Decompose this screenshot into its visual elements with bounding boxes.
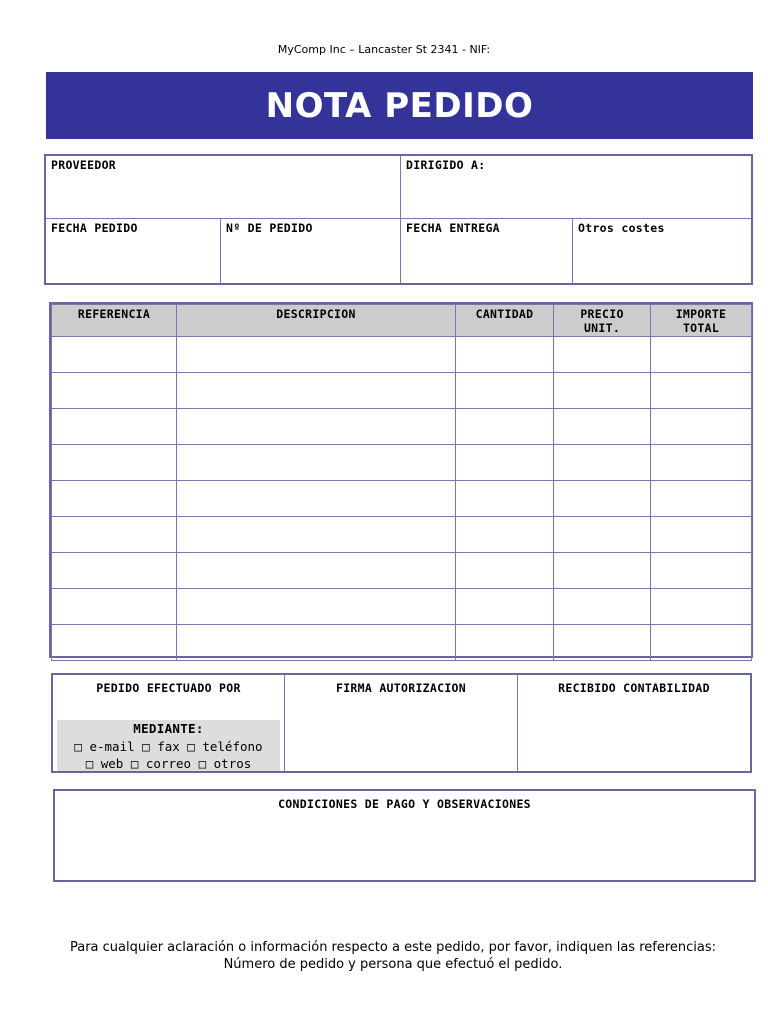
signatures-box	[51, 673, 752, 773]
table-cell[interactable]	[177, 337, 456, 373]
items-table-box	[49, 302, 753, 658]
table-cell[interactable]	[177, 517, 456, 553]
table-cell[interactable]	[456, 625, 554, 661]
pedido-por-field[interactable]	[53, 675, 284, 771]
table-cell[interactable]	[554, 337, 651, 373]
num-pedido-label: Nº DE PEDIDO	[226, 221, 313, 235]
table-cell[interactable]	[52, 373, 177, 409]
table-cell[interactable]	[177, 409, 456, 445]
col-importe-total-label: IMPORTE TOTAL	[675, 307, 727, 335]
col-importe-total	[651, 305, 752, 337]
table-cell[interactable]	[52, 517, 177, 553]
table-cell[interactable]	[52, 481, 177, 517]
table-cell[interactable]	[52, 625, 177, 661]
firma-label: FIRMA AUTORIZACION	[335, 681, 467, 695]
table-cell[interactable]	[456, 553, 554, 589]
table-cell[interactable]	[651, 625, 752, 661]
footer-line-1: Para cualquier aclaración o información respecto a este pedido, por favor, indiquen las referencias:	[69, 940, 717, 955]
table-cell[interactable]	[554, 589, 651, 625]
table-cell[interactable]	[52, 337, 177, 373]
items-header-row	[52, 305, 752, 337]
mediante-options-2[interactable]: □ web □ correo □ otros	[85, 756, 252, 771]
table-row	[52, 409, 752, 445]
table-cell[interactable]	[52, 553, 177, 589]
footer-note	[0, 939, 768, 973]
table-cell[interactable]	[554, 481, 651, 517]
table-cell[interactable]	[651, 553, 752, 589]
table-cell[interactable]	[177, 481, 456, 517]
order-header-box	[44, 154, 753, 285]
fecha-pedido-label: FECHA PEDIDO	[51, 221, 138, 235]
recibido-field[interactable]	[517, 675, 750, 771]
table-cell[interactable]	[456, 337, 554, 373]
table-cell[interactable]	[651, 337, 752, 373]
firma-field[interactable]	[284, 675, 517, 771]
otros-costes-field[interactable]	[573, 219, 751, 283]
table-cell[interactable]	[651, 517, 752, 553]
table-cell[interactable]	[554, 409, 651, 445]
table-cell[interactable]	[52, 445, 177, 481]
fecha-entrega-label: FECHA ENTREGA	[406, 221, 500, 235]
page-title: NOTA PEDIDO	[265, 85, 534, 126]
table-row	[52, 373, 752, 409]
table-cell[interactable]	[554, 553, 651, 589]
table-cell[interactable]	[554, 517, 651, 553]
table-row	[52, 553, 752, 589]
col-cantidad: CANTIDAD	[456, 305, 554, 337]
mediante-options-1[interactable]: □ e-mail □ fax □ teléfono	[74, 738, 263, 754]
footer-line-2: Número de pedido y persona que efectuó el pedido.	[223, 957, 563, 972]
table-cell[interactable]	[554, 373, 651, 409]
table-cell[interactable]	[554, 445, 651, 481]
dirigido-label: DIRIGIDO A:	[406, 158, 486, 172]
otros-costes-label: Otros costes	[578, 221, 665, 235]
title-banner	[46, 72, 753, 139]
table-cell[interactable]	[651, 589, 752, 625]
table-cell[interactable]	[456, 517, 554, 553]
items-table	[51, 304, 752, 661]
table-cell[interactable]	[456, 589, 554, 625]
table-row	[52, 625, 752, 661]
col-precio-unit-label: PRECIO UNIT.	[580, 307, 624, 335]
table-row	[52, 481, 752, 517]
table-cell[interactable]	[456, 481, 554, 517]
recibido-label: RECIBIDO CONTABILIDAD	[558, 681, 710, 695]
table-cell[interactable]	[651, 445, 752, 481]
mediante-box	[57, 720, 280, 771]
num-pedido-field[interactable]	[221, 219, 401, 283]
table-cell[interactable]	[456, 445, 554, 481]
proveedor-field[interactable]	[46, 156, 401, 219]
col-precio-unit	[554, 305, 651, 337]
pedido-por-label: PEDIDO EFECTUADO POR	[96, 681, 241, 695]
table-row	[52, 589, 752, 625]
col-referencia: REFERENCIA	[52, 305, 177, 337]
table-cell[interactable]	[177, 445, 456, 481]
table-cell[interactable]	[177, 589, 456, 625]
table-cell[interactable]	[456, 373, 554, 409]
proveedor-label: PROVEEDOR	[51, 158, 117, 172]
table-cell[interactable]	[177, 553, 456, 589]
table-row	[52, 445, 752, 481]
table-cell[interactable]	[651, 409, 752, 445]
table-cell[interactable]	[651, 373, 752, 409]
conditions-box[interactable]	[53, 789, 756, 882]
conditions-label: CONDICIONES DE PAGO Y OBSERVACIONES	[278, 797, 531, 811]
table-cell[interactable]	[177, 373, 456, 409]
table-cell[interactable]	[651, 481, 752, 517]
company-info: MyComp Inc – Lancaster St 2341 - NIF:	[277, 43, 491, 56]
table-row	[52, 517, 752, 553]
fecha-pedido-field[interactable]	[46, 219, 221, 283]
table-cell[interactable]	[456, 409, 554, 445]
table-cell[interactable]	[52, 409, 177, 445]
fecha-entrega-field[interactable]	[401, 219, 573, 283]
table-cell[interactable]	[177, 625, 456, 661]
dirigido-field[interactable]	[401, 156, 751, 219]
table-row	[52, 337, 752, 373]
table-cell[interactable]	[52, 589, 177, 625]
mediante-label: MEDIANTE:	[133, 721, 204, 736]
table-cell[interactable]	[554, 625, 651, 661]
col-descripcion: DESCRIPCION	[177, 305, 456, 337]
